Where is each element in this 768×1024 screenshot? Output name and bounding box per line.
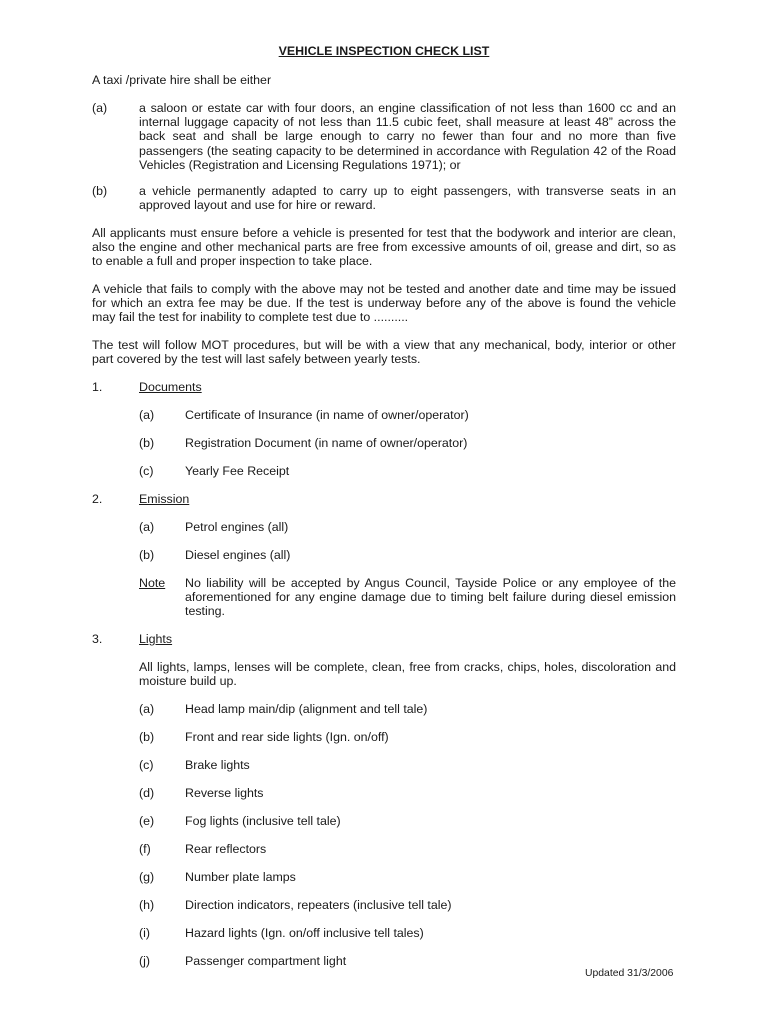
option-b-text: a vehicle permanently adapted to carry up to eight passengers, with transverse seats in an approved layout and use for hire or reward. — [139, 184, 676, 213]
list-item — [139, 436, 676, 450]
note-label: Note — [139, 576, 166, 590]
item-text: Brake lights — [185, 758, 250, 772]
paragraph-mot-procedures: The test will follow MOT procedures, but will be with a view that any mechanical, body, interior or other part covered by the test will last safely between yearly tests. — [92, 338, 676, 367]
item-text: Petrol engines (all) — [185, 520, 289, 534]
item-text: Reverse lights — [185, 786, 264, 800]
item-text: Head lamp main/dip (alignment and tell tale) — [185, 702, 428, 716]
list-item — [139, 702, 676, 716]
list-item — [139, 548, 676, 562]
item-label: (e) — [139, 814, 155, 828]
section-number: 1. — [92, 380, 103, 394]
list-item — [139, 870, 676, 884]
list-item — [139, 464, 676, 478]
section-heading: Lights — [139, 632, 173, 646]
section-heading: Emission — [139, 492, 190, 506]
item-label: (g) — [139, 870, 155, 884]
item-text: Fog lights (inclusive tell tale) — [185, 814, 341, 828]
option-b — [92, 184, 676, 212]
list-item — [139, 730, 676, 744]
list-item — [139, 520, 676, 534]
option-a-label: (a) — [92, 101, 108, 115]
list-item — [139, 408, 676, 422]
intro-line: A taxi /private hire shall be either — [92, 73, 272, 87]
section-number: 3. — [92, 632, 103, 646]
section-number: 2. — [92, 492, 103, 506]
list-item — [139, 954, 676, 968]
item-text: Yearly Fee Receipt — [185, 464, 290, 478]
item-label: (a) — [139, 702, 155, 716]
list-item — [139, 842, 676, 856]
item-label: (b) — [139, 730, 155, 744]
option-a-text: a saloon or estate car with four doors, an engine classification of not less than 1600 cc and an internal luggage capacity of not less than 11.5 cubic feet, shall measure at least 48” across the back seat and shall be large enough to carry no fewer than four and no more than five passengers (the seating capacity to be determined in accordance with Regulation 42 of the Road Vehicles (Registration and Licensing Regulations 1971); or — [139, 101, 676, 172]
item-label: (c) — [139, 758, 154, 772]
item-label: (a) — [139, 408, 155, 422]
list-item — [139, 898, 676, 912]
item-text: Hazard lights (Ign. on/off inclusive tell tales) — [185, 926, 424, 940]
item-label: (b) — [139, 548, 155, 562]
item-label: (d) — [139, 786, 155, 800]
paragraph-non-compliance: A vehicle that fails to comply with the above may not be tested and another date and time may be issued for which an extra fee may be due. If the test is underway before any of the above is found the vehicle may fail the test for inability to complete test due to .......... — [92, 282, 676, 325]
item-text: Front and rear side lights (Ign. on/off) — [185, 730, 389, 744]
item-text: Passenger compartment light — [185, 954, 347, 968]
section-heading: Documents — [139, 380, 202, 394]
item-text: Rear reflectors — [185, 842, 267, 856]
item-label: (h) — [139, 898, 155, 912]
note — [139, 576, 676, 619]
item-text: Diesel engines (all) — [185, 548, 291, 562]
list-item — [139, 926, 676, 940]
note-text: No liability will be accepted by Angus Council, Tayside Police or any employee of the aforementioned for any engine damage due to timing belt failure during diesel emission testing. — [185, 576, 676, 619]
item-label: (f) — [139, 842, 151, 856]
item-text: Registration Document (in name of owner/operator) — [185, 436, 468, 450]
list-item — [139, 786, 676, 800]
item-label: (c) — [139, 464, 154, 478]
item-label: (b) — [139, 436, 155, 450]
document-title: VEHICLE INSPECTION CHECK LIST — [278, 44, 490, 58]
option-a — [92, 101, 676, 172]
list-item — [139, 814, 676, 828]
item-label: (j) — [139, 954, 151, 968]
updated-date: Updated 31/3/2006 — [585, 968, 674, 979]
paragraph-cleanliness: All applicants must ensure before a vehicle is presented for test that the bodywork and interior are clean, also the engine and other mechanical parts are free from excessive amounts of oil, grease and dirt, so as to enable a full and proper inspection to take place. — [92, 226, 676, 269]
item-label: (i) — [139, 926, 151, 940]
item-text: Direction indicators, repeaters (inclusive tell tale) — [185, 898, 452, 912]
item-label: (a) — [139, 520, 155, 534]
lights-intro: All lights, lamps, lenses will be complete, clean, free from cracks, chips, holes, discoloration and moisture build up. — [139, 660, 676, 689]
item-text: Number plate lamps — [185, 870, 296, 884]
list-item — [139, 758, 676, 772]
item-text: Certificate of Insurance (in name of owner/operator) — [185, 408, 469, 422]
option-b-label: (b) — [92, 184, 108, 198]
